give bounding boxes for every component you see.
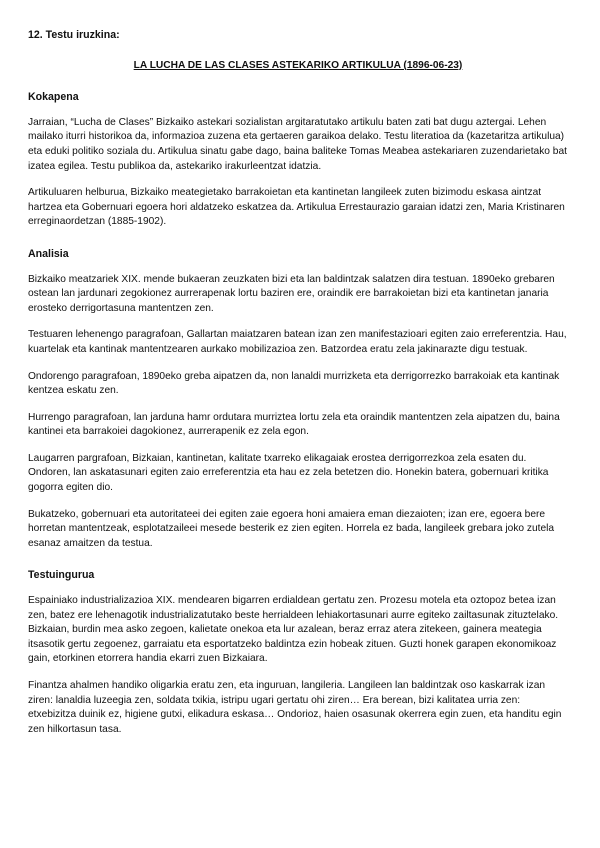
paragraph: Laugarren pargrafoan, Bizkaian, kantinetan, kalitate txarreko elikagaiak erostea derrigorrezkoa zela esaten du. Ondoren, lan askatasunari egiten zaio erreferentzia eta hau ez zela betetzen dio. Honekin batera, gobernuari kritika gogorra egiten dio. [28, 452, 549, 494]
paragraph: Jarraian, “Lucha de Clases” Bizkaiko astekari sozialistan argitaratutako artikulu baten zati bat dugu aztergai. Lehen mailako iturri historikoa da, informazioa zuzena eta gertaeren garaikoa delako. Testu literatioa da (kazetaritza artikulua) eta eduki politiko soziala du. Artikulua sinatu gabe dago, baina baliteke Tomas Meabea astekariaren zuzendarietako bat izatea egilea. Testu publikoa da, astekariko irakurleentzat idatzia. [28, 116, 567, 172]
paragraph: Finantza ahalmen handiko oligarkia eratu zen, eta inguruan, langileria. Langileen lan baldintzak oso kaskarrak izan ziren: lanaldia luzeegia zen, soldata txikia, istripu ugari gertatu ohi ziren… Era berean, bizi kalitatea urria zen: etxebizitza duinik ez, higiene gutxi, elikadura eskasa… Ondorioz, haien osasunak okerrera egin zuen, eta handitu egin zen hilkortasun tasa. [28, 680, 562, 735]
paragraph: Artikuluaren helburua, Bizkaiko meategietako barrakoietan eta kantinetan langileek zuten bizimodu eskasa aintzat hartzea eta Gobernuari egoera hori aldatzeko eskatzea da. Artikulua Errestaurazio garaian idatzi zen, Maria Kristinaren erreginaordetzan (1885-1902). [28, 187, 565, 228]
section-heading: Analisia [28, 247, 69, 260]
exercise-label: 12. Testu iruzkina: [28, 29, 120, 41]
paragraph: Testuaren lehenengo paragrafoan, Gallartan maiatzaren batean izan zen manifestazioari egiten zaio erreferentzia. Hau, kuartelak eta kantinak mantentzearen aurkako mobilizazioa zen. Batzordea eratu zela jakinarazte digu testuak. [28, 329, 567, 355]
paragraph: Bizkaiko meatzariek XIX. mende bukaeran zeuzkaten bizi eta lan baldintzak salatzen dira testuan. 1890eko grebaren ostean lan jardunari zegokionez aurrerapenak lortu baziren ere, oraindik ere barrakoietan bizi eta kantinetan janaria erosteko derrigortasuna mantentzen zen. [28, 273, 555, 314]
document-title: LA LUCHA DE LAS CLASES ASTEKARIKO ARTIKULUA (1896-06-23) [133, 59, 463, 71]
paragraph: Bukatzeko, gobernuari eta autoritateei dei egiten zaie egoera honi amaiera eman diezaioten; izan ere, egoera bere horretan mantentzeak, esplotatzaileei mesede besterik ez zien egiten. Horrela ez bada, langileek grebara joko zutela esanaz amaitzen da testua. [28, 508, 555, 549]
section-heading: Kokapena [28, 91, 79, 104]
section-analisia [28, 247, 568, 552]
paragraph: Ondorengo paragrafoan, 1890eko greba aipatzen da, non lanaldi murrizketa eta derrigorrezko barrakoiak eta kantinak kentzea eskatu zen. [28, 370, 560, 397]
section-kokapena [28, 90, 568, 230]
section-testuingurua [28, 568, 568, 737]
paragraph: Espainiako industrializazioa XIX. mendearen bigarren erdialdean gertatu zen. Prozesu motela eta oztopoz betea izan zen, batez ere lehenagotik industrializatutako beste herrialdeen lehiakortasunari aurre egiteko zailtasunak zituztelako. Bizkaian, burdin mea asko zegoen, kalietate onekoa eta lur azalean, beraz erraz atera zitekeen, gainera meategia itsasotik gertu zegoenez, garraiatu eta esportatzeko baldintza ezin hobeak zituen. Guzti honek garapen ekonomikoaz gain, etorkinen etorrera handia ekarri zuen Bizkaiara. [28, 595, 559, 665]
section-heading: Testuingurua [28, 569, 95, 582]
paragraph: Hurrengo paragrafoan, lan jarduna hamr ordutara murriztea lortu zela eta oraindik mantentzen zela aipatzen du, baina kantinei eta barrakoiei dagokionez, aurrerapenik ez zela egon. [28, 411, 560, 438]
